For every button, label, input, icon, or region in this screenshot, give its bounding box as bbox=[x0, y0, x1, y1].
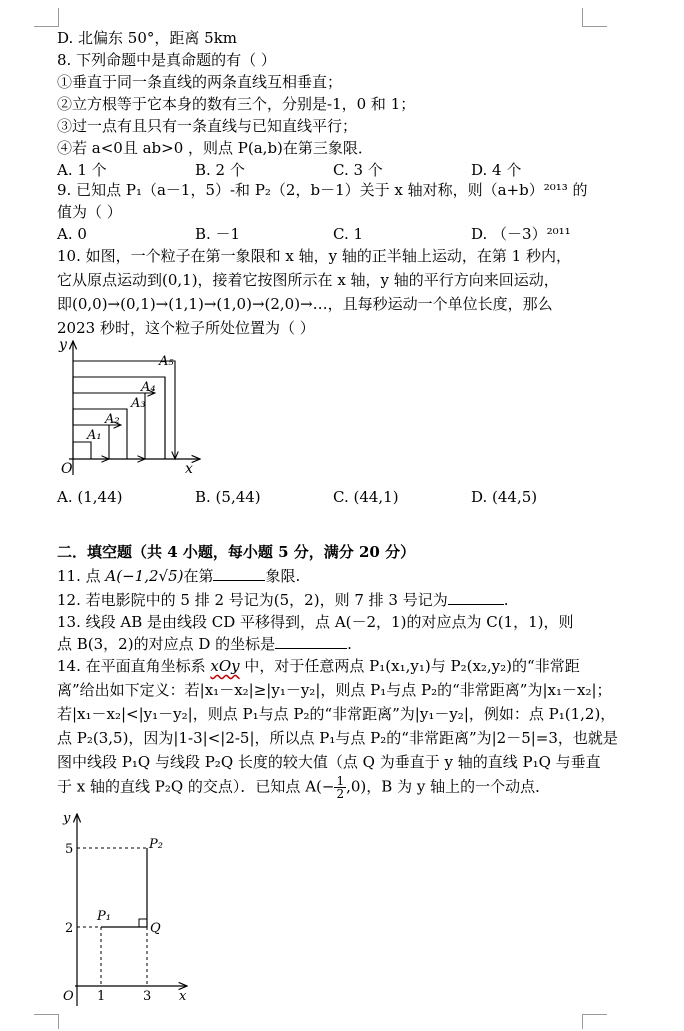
corner-mark-bottom-left bbox=[34, 1014, 59, 1029]
q10-option-d[interactable]: D. (44,5) bbox=[471, 488, 538, 506]
q9-option-c[interactable]: C. 1 bbox=[333, 225, 364, 243]
q14-line-2: 离”给出如下定义：若|x₁－x₂|≥|y₁－y₂|，则点 P₁与点 P₂的“非常距离”为|x₁－x₂|； bbox=[57, 681, 612, 699]
q8-stem: 8. 下列命题中是真命题的有（ ） bbox=[57, 51, 276, 69]
q10-label-a2: A₂ bbox=[105, 412, 120, 427]
q12 bbox=[57, 589, 509, 611]
q13-text: 点 B(3，2)的对应点 D 的坐标是 bbox=[57, 635, 276, 653]
q10-label-a4: A₄ bbox=[141, 380, 156, 395]
q11-answer-blank[interactable] bbox=[213, 566, 265, 581]
q14-line-1 bbox=[57, 655, 580, 677]
q10-label-a3: A₃ bbox=[131, 396, 146, 411]
q8-option-b[interactable]: B. 2 个 bbox=[195, 161, 245, 179]
q14-label-origin: O bbox=[63, 989, 74, 1004]
q9-option-b[interactable]: B. －1 bbox=[195, 225, 241, 243]
q14-text-1a: 14. 在平面直角坐标系 bbox=[57, 657, 211, 675]
q13-line-1: 13. 线段 AB 是由线段 CD 平移得到，点 A(－2，1)的对应点为 C(1，1)，则 bbox=[57, 613, 574, 631]
q14-label-y: y bbox=[63, 811, 71, 826]
q10-stem-line-3: 即(0,0)→(0,1)→(1,1)→(1,0)→(2,0)→…，且每秒运动一个单位长度，那么 bbox=[57, 295, 553, 313]
q14-fraction bbox=[334, 775, 346, 800]
q14-line-4: 点 P₂(3,5)，因为|1-3|<|2-5|，所以点 P₁与点 P₂的“非常距离”为|2－5|=3，也就是 bbox=[57, 729, 618, 747]
q11-text: 在第 bbox=[183, 567, 214, 585]
q14-line-3: 若|x₁－x₂|<|y₁－y₂|，则点 P₁与点 P₂的“非常距离”为|y₁－y₂|，例如：点 P₁(1,2)， bbox=[57, 705, 616, 723]
q11-suffix: 象限. bbox=[265, 567, 301, 585]
q14-label-p1: P₁ bbox=[97, 909, 111, 924]
q10-stem-line-4: 2023 秒时，这个粒子所处位置为（ ） bbox=[57, 319, 315, 337]
q10-label-origin: O bbox=[61, 461, 73, 477]
q7-option-d: D. 北偏东 50°，距离 5km bbox=[57, 29, 238, 47]
q14-line-6 bbox=[57, 775, 550, 800]
q10-label-a1: A₁ bbox=[87, 428, 102, 443]
q14-right-angle-mark bbox=[139, 919, 147, 927]
q14-label-q: Q bbox=[150, 921, 161, 936]
q9-stem-line-1: 9. 已知点 P₁（a－1，5）-和 P₂（2，b－1）关于 x 轴对称，则（a+b）²⁰¹³ 的 bbox=[57, 181, 588, 199]
q13-line-2 bbox=[57, 633, 352, 655]
q14-tick-y5: 5 bbox=[65, 842, 74, 857]
q9-option-a[interactable]: A. 0 bbox=[57, 225, 87, 243]
q14-distance-figure bbox=[55, 808, 205, 1008]
q10-option-a[interactable]: A. (1,44) bbox=[57, 488, 123, 506]
q12-suffix: . bbox=[503, 591, 509, 609]
q14-tick-y2: 2 bbox=[65, 921, 74, 936]
corner-mark-top-left bbox=[34, 8, 59, 27]
q12-text: 12. 若电影院中的 5 排 2 号记为(5，2)，则 7 排 3 号记为 bbox=[57, 591, 448, 609]
section-2-heading: 二．填空题（共 4 小题，每小题 5 分，满分 20 分） bbox=[57, 543, 416, 561]
q12-answer-blank[interactable] bbox=[448, 590, 504, 605]
q13-suffix: . bbox=[347, 635, 352, 653]
q13-answer-blank[interactable] bbox=[275, 634, 347, 649]
q8-option-a[interactable]: A. 1 个 bbox=[57, 161, 107, 179]
q9-stem-line-2: 值为（ ） bbox=[57, 203, 122, 221]
q14-line-5: 图中线段 P₁Q 与线段 P₂Q 长度的较大值（点 Q 为垂直于 y 轴的直线 P₁Q 与垂直 bbox=[57, 753, 601, 771]
q8-item-2: ②立方根等于它本身的数有三个，分别是-1，0 和 1； bbox=[57, 95, 416, 113]
q14-text-6a: 于 x 轴的直线 P₂Q 的交点）．已知点 A(− bbox=[57, 777, 335, 796]
q10-label-x: x bbox=[185, 461, 193, 477]
q14-fraction-denominator: 2 bbox=[336, 787, 345, 801]
q10-path-a1 bbox=[73, 442, 109, 459]
q10-particle-path-figure bbox=[55, 335, 215, 480]
q8-item-1: ①垂直于同一条直线的两条直线互相垂直； bbox=[57, 73, 343, 91]
q11 bbox=[57, 565, 300, 587]
q10-label-a5: A₅ bbox=[159, 354, 174, 369]
q14-text-1c: 中，对于任意两点 P₁(x₁,y₁)与 P₂(x₂,y₂)的“非常距 bbox=[239, 657, 580, 675]
q8-option-c[interactable]: C. 3 个 bbox=[333, 161, 383, 179]
q10-label-y: y bbox=[59, 337, 67, 353]
q14-fraction-numerator: 1 bbox=[336, 774, 345, 788]
q8-option-d[interactable]: D. 4 个 bbox=[471, 161, 522, 179]
q11-point: A(−1,2√5) bbox=[105, 567, 184, 585]
corner-mark-bottom-right bbox=[582, 1014, 607, 1029]
corner-mark-top-right bbox=[582, 8, 607, 27]
q10-path-a5 bbox=[73, 361, 175, 459]
q10-stem-line-1: 10. 如图，一个粒子在第一象限和 x 轴，y 轴的正半轴上运动，在第 1 秒内， bbox=[57, 247, 571, 265]
q14-label-x: x bbox=[179, 989, 187, 1004]
q14-tick-x1: 1 bbox=[97, 989, 106, 1004]
q8-item-3: ③过一点有且只有一条直线与已知直线平行； bbox=[57, 117, 358, 135]
q8-item-4: ④若 a<0且 ab>0 ，则点 P(a,b)在第三象限． bbox=[57, 139, 373, 157]
q14-tick-x3: 3 bbox=[143, 989, 152, 1004]
q10-stem-line-2: 它从原点运动到(0,1)，接着它按图所示在 x 轴，y 轴的平行方向来回运动， bbox=[57, 271, 559, 289]
q14-text-xoy: xOy bbox=[210, 657, 240, 675]
q9-option-d[interactable]: D. （－3）²⁰¹¹ bbox=[471, 225, 571, 243]
q10-option-c[interactable]: C. (44,1) bbox=[333, 488, 399, 506]
q10-option-b[interactable]: B. (5,44) bbox=[195, 488, 261, 506]
q14-text-6b: ,0)，B 为 y 轴上的一个动点． bbox=[346, 777, 551, 796]
q11-prefix: 11. 点 bbox=[57, 567, 106, 585]
q14-label-p2: P₂ bbox=[149, 837, 163, 852]
